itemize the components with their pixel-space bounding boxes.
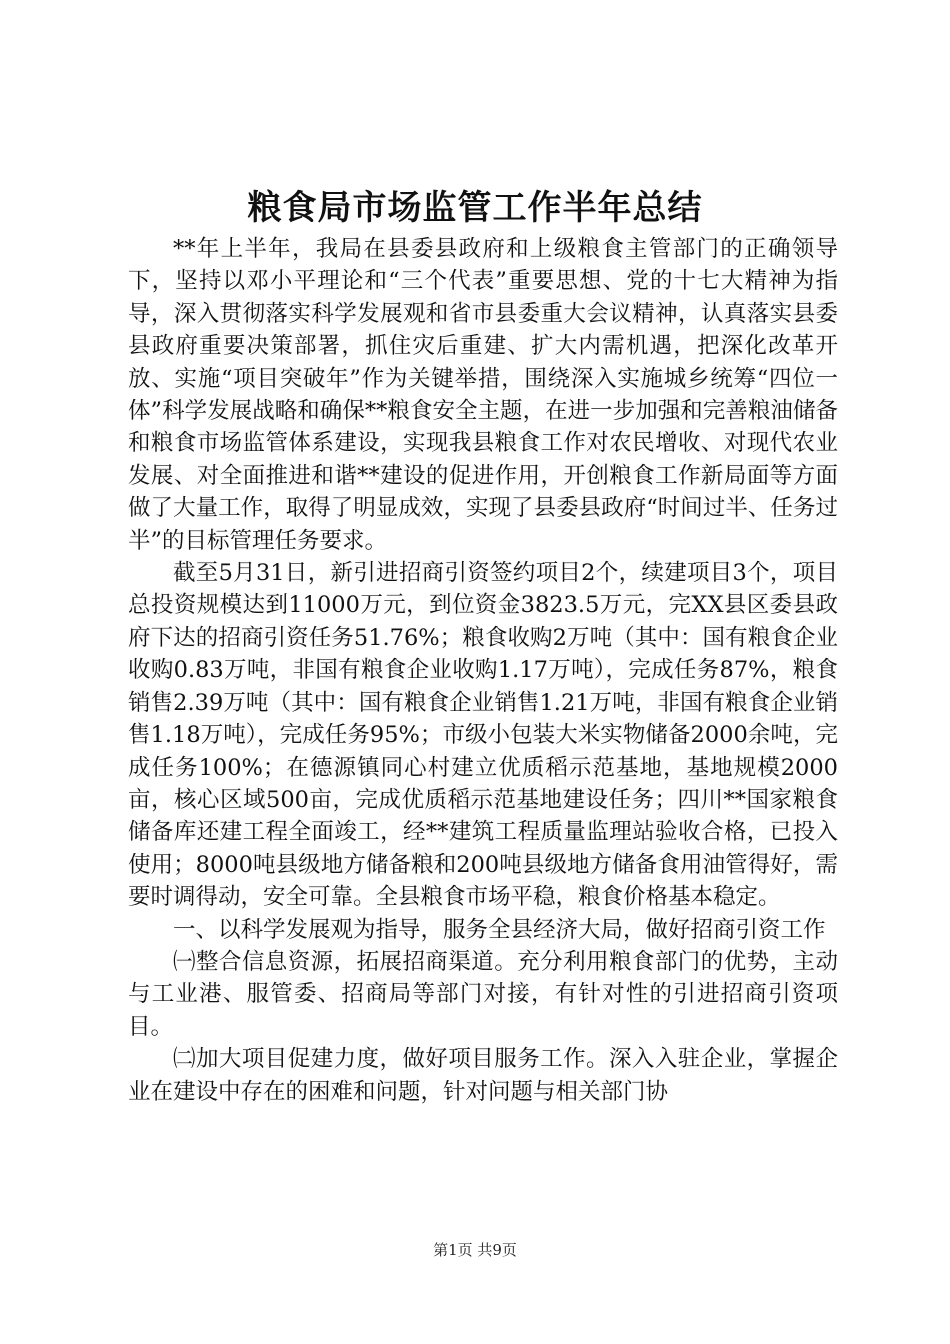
document-title: 粮食局市场监管工作半年总结 <box>247 188 703 228</box>
paragraph-item-2: ㈡加大项目促建力度，做好项目服务工作。深入入驻企业，掌握企业在建设中存在的困难和问题，针对问题与相关部门协 <box>128 1046 838 1105</box>
page-total: 共9页 <box>477 1241 517 1259</box>
paragraph-achievements: 截至5月31日，新引进招商引资签约项目2个，续建项目3个，项目总投资规模达到11000万元，到位资金3823.5万元，完XX县区委县政府下达的招商引资任务51.76%；粮食收购2万吨（其中：国有粮食企业收购0.83万吨，非国有粮食企业收购1.17万吨），完成任务87%，粮食销售2.39万吨（其中：国有粮食企业销售1.21万吨，非国有粮食企业销售1.18万吨），完成任务95%；市级小包装大米实物储备2000余吨，完成任务100%；在德源镇同心村建立优质稻示范基地，基地规模2000亩，核心区域500亩，完成优质稻示范基地建设任务；四川**国家粮食储备库还建工程全面竣工，经**建筑工程质量监理站验收合格，已投入使用；8000吨县级地方储备粮和200吨县级地方储备食用油管得好，需要时调得动，安全可靠。全县粮食市场平稳，粮食价格基本稳定。 <box>128 560 838 911</box>
document-body <box>128 233 838 1108</box>
page-number: 第1页 <box>433 1241 473 1259</box>
section-heading-1: 一、以科学发展观为指导，服务全县经济大局，做好招商引资工作 <box>173 916 826 943</box>
paragraph-intro: **年上半年，我局在县委县政府和上级粮食主管部门的正确领导下，坚持以邓小平理论和“三个代表”重要思想、党的十七大精神为指导，深入贯彻落实科学发展观和省市县委重大会议精神，认真落实县委县政府重要决策部署，抓住灾后重建、扩大内需机遇，把深化改革开放、实施“项目突破年”作为关键举措，围绕深入实施城乡统筹“四位一体”科学发展战略和确保**粮食安全主题，在进一步加强和完善粮油储备和粮食市场监管体系建设，实现我县粮食工作对农民增收、对现代农业发展、对全面推进和谐**建设的促进作用，开创粮食工作新局面等方面做了大量工作，取得了明显成效，实现了县委县政府“时间过半、任务过半”的目标管理任务要求。 <box>128 236 838 554</box>
page-footer <box>0 1240 950 1260</box>
paragraph-item-1: ㈠整合信息资源，拓展招商渠道。充分利用粮食部门的优势，主动与工业港、服管委、招商局等部门对接，有针对性的引进招商引资项目。 <box>128 948 838 1040</box>
